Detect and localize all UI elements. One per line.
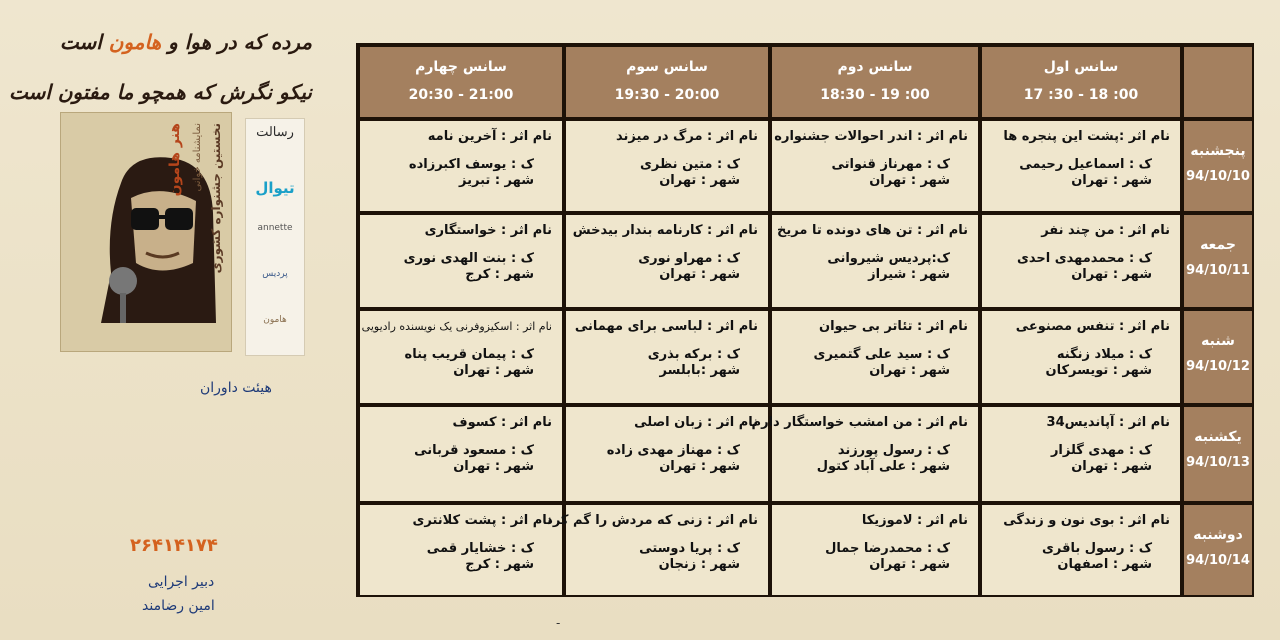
header-session-3: [566, 47, 768, 117]
director: ک : میلاد زنگنه: [1056, 347, 1152, 362]
city: شهر : تبریز: [459, 173, 534, 188]
work-title: نام اثر : لاموزیکا: [861, 513, 968, 528]
poster-subtitle: نخستین جشنواره کشوری: [209, 123, 223, 274]
day-cell: [1184, 505, 1252, 595]
header-title: سانس اول: [1043, 59, 1119, 75]
header-time: 20:30 - 21:00: [408, 87, 514, 103]
city: شهر : شیراز: [868, 267, 950, 282]
city: شهر : کرج: [465, 267, 534, 282]
day-cell: [1184, 121, 1252, 211]
slogan-text: مرده که در هوا و: [168, 30, 312, 54]
festival-poster: [60, 112, 232, 352]
judges-heading: هیئت داوران: [200, 380, 272, 396]
header-session-1: [982, 47, 1180, 117]
poster-title: هنر هامون: [167, 123, 183, 197]
day-date: 94/10/14: [1186, 553, 1250, 568]
work-title: نام اثر : اسکیزوفرنی یک نویسنده رادیویی: [361, 320, 552, 333]
city: شهر : تهران: [1071, 267, 1152, 282]
director: ک : یوسف اکبرزاده: [408, 157, 534, 172]
director: ک : محمدمهدی احدی: [1016, 251, 1152, 266]
work-title: نام اثر : اندر احوالات جشنواره: [774, 129, 968, 144]
schedule-cell[interactable]: [566, 215, 768, 307]
header-title: سانس چهارم: [415, 59, 507, 75]
work-title: نام اثر :پشت این پنجره ها: [1003, 129, 1170, 144]
director: ک : خشایار قمی: [426, 541, 534, 556]
schedule-cell[interactable]: [360, 215, 562, 307]
header-corner: [1184, 47, 1252, 117]
work-title: نام اثر : آپاندیس34: [1046, 415, 1170, 430]
city: شهر : تهران: [659, 173, 740, 188]
day-cell: [1184, 407, 1252, 501]
work-title: نام اثر : تنفس مصنوعی: [1015, 319, 1170, 334]
slogan-line-1: [60, 30, 312, 54]
work-title: نام اثر : زنی که مردش را گم کرد: [546, 513, 758, 528]
day-name: شنبه: [1201, 333, 1235, 349]
city: شهر : تهران: [453, 459, 534, 474]
day-cell: [1184, 311, 1252, 403]
work-title: نام اثر : آخرین نامه: [427, 129, 552, 144]
work-title: نام اثر : بوی نون و زندگی: [1003, 513, 1170, 528]
schedule-cell[interactable]: [982, 311, 1180, 403]
bottom-dash: -: [556, 616, 561, 630]
director: ک : بنت الهدی نوری: [403, 251, 534, 266]
schedule-cell[interactable]: [982, 121, 1180, 211]
sponsor-logo-tiwall: تیوال: [255, 179, 295, 197]
day-name: دوشنبه: [1193, 527, 1243, 543]
schedule-cell[interactable]: [982, 215, 1180, 307]
header-session-2: [772, 47, 978, 117]
city: شهر : تهران: [869, 363, 950, 378]
director: ک : رسول پورزند: [837, 443, 950, 458]
sponsor-logo-annette: annette: [257, 223, 293, 233]
work-title: نام اثر : تن های دونده تا مریخ: [777, 223, 968, 238]
day-date: 94/10/13: [1186, 455, 1250, 470]
director: ک : سید علی گتمیری: [813, 347, 950, 362]
schedule-table: [356, 43, 1254, 597]
work-title: نام اثر : لباسی برای مهمانی: [574, 319, 758, 334]
director: ک : برکه بذری: [647, 347, 740, 362]
director: ک : مهرناز قنواتی: [831, 157, 950, 172]
work-title: نام اثر : کسوف: [452, 415, 552, 430]
city: شهر :بابلسر: [659, 363, 740, 378]
schedule-cell[interactable]: [772, 215, 978, 307]
director: ک : مهدی گلزار: [1050, 443, 1152, 458]
header-time: 19:30 - 20:00: [614, 87, 720, 103]
city: شهر : تهران: [1071, 173, 1152, 188]
work-title: نام اثر : زبان اصلی: [634, 415, 758, 430]
city: شهر : تهران: [1071, 459, 1152, 474]
schedule-cell[interactable]: [360, 311, 562, 403]
sponsor-logo-hamoon: هامون: [263, 315, 287, 325]
city: شهر : تهران: [869, 173, 950, 188]
work-title: نام اثر : خواستگاری: [424, 223, 552, 238]
sponsor-logo-resalat: رسالت: [256, 125, 294, 140]
city: شهر : زنجان: [658, 557, 740, 572]
poster-subtitle-2: نمایشنامه خوانی: [192, 123, 203, 192]
header-time: 17 :30 - 18 :00: [1023, 87, 1139, 103]
schedule-cell[interactable]: [772, 311, 978, 403]
poster-portrait-image: [101, 153, 221, 323]
day-name: جمعه: [1200, 237, 1236, 253]
exec-heading: دبیر اجرایی: [148, 574, 215, 590]
schedule-cell[interactable]: [772, 505, 978, 595]
schedule-cell[interactable]: [982, 407, 1180, 501]
work-title: نام اثر : مرگ در میزند: [616, 129, 758, 144]
director: ک : اسماعیل رحیمی: [1019, 157, 1152, 172]
director: ک:پردیس شیروانی: [827, 251, 950, 266]
director: ک : مهراو نوری: [638, 251, 740, 266]
schedule-cell[interactable]: [772, 121, 978, 211]
city: شهر : تهران: [869, 557, 950, 572]
exec-name: امین رضامند: [142, 598, 215, 614]
city: شهر : تهران: [453, 363, 534, 378]
director: ک : رسول باقری: [1041, 541, 1152, 556]
work-title: نام اثر : پشت کلانتری: [412, 513, 552, 528]
city: شهر : تویسرکان: [1045, 363, 1152, 378]
work-title: نام اثر : کارنامه بندار بیدخش: [572, 223, 758, 238]
sponsor-logo-pardis: پردیس: [262, 269, 288, 279]
schedule-cell[interactable]: [751, 407, 978, 501]
director: ک : محمدرضا جمال: [825, 541, 950, 556]
header-title: سانس دوم: [837, 59, 913, 75]
day-cell: [1184, 215, 1252, 307]
left-panel: [0, 0, 340, 640]
schedule-cell[interactable]: [360, 505, 562, 595]
header-title: سانس سوم: [626, 59, 708, 75]
sponsor-logos: [245, 118, 305, 356]
schedule-cell[interactable]: [360, 121, 562, 211]
city: شهر : کرج: [465, 557, 534, 572]
work-title: نام اثر : تئاتر بی حیوان: [819, 319, 968, 334]
director: ک : مسعود قربانی: [414, 443, 534, 458]
header-session-4: [360, 47, 562, 117]
schedule-cell[interactable]: [360, 407, 562, 501]
schedule-cell[interactable]: [982, 505, 1180, 595]
director: ک : پریا دوستی: [639, 541, 740, 556]
slogan-text-end: است: [59, 30, 102, 54]
day-date: 94/10/12: [1186, 359, 1250, 374]
day-date: 94/10/10: [1186, 169, 1250, 184]
city: شهر : تهران: [659, 459, 740, 474]
schedule-cell[interactable]: [546, 505, 768, 595]
work-title: نام اثر : من امشب خواستگار دارم: [751, 415, 968, 430]
director: ک : مهناز مهدی زاده: [606, 443, 740, 458]
director: ک : پیمان قریب پناه: [404, 347, 534, 362]
city: شهر : تهران: [659, 267, 740, 282]
city: شهر : علی آباد کتول: [816, 459, 950, 474]
phone-number[interactable]: ۲۶۴۱۴۱۷۴: [130, 535, 218, 556]
day-name: یکشنبه: [1194, 429, 1242, 445]
header-time: 18:30 - 19 :00: [820, 87, 930, 103]
director: ک : متین نظری: [640, 157, 740, 172]
city: شهر : اصفهان: [1057, 557, 1152, 572]
schedule-cell[interactable]: [566, 407, 768, 501]
day-name: پنجشنبه: [1190, 143, 1246, 159]
schedule-cell[interactable]: [566, 311, 768, 403]
day-date: 94/10/11: [1186, 263, 1250, 278]
slogan-line-2: نیکو نگرش که همچو ما مفتون است: [8, 80, 312, 104]
slogan-accent: هامون: [108, 30, 162, 54]
schedule-cell[interactable]: [566, 121, 768, 211]
work-title: نام اثر : من چند نفر: [1041, 223, 1170, 238]
